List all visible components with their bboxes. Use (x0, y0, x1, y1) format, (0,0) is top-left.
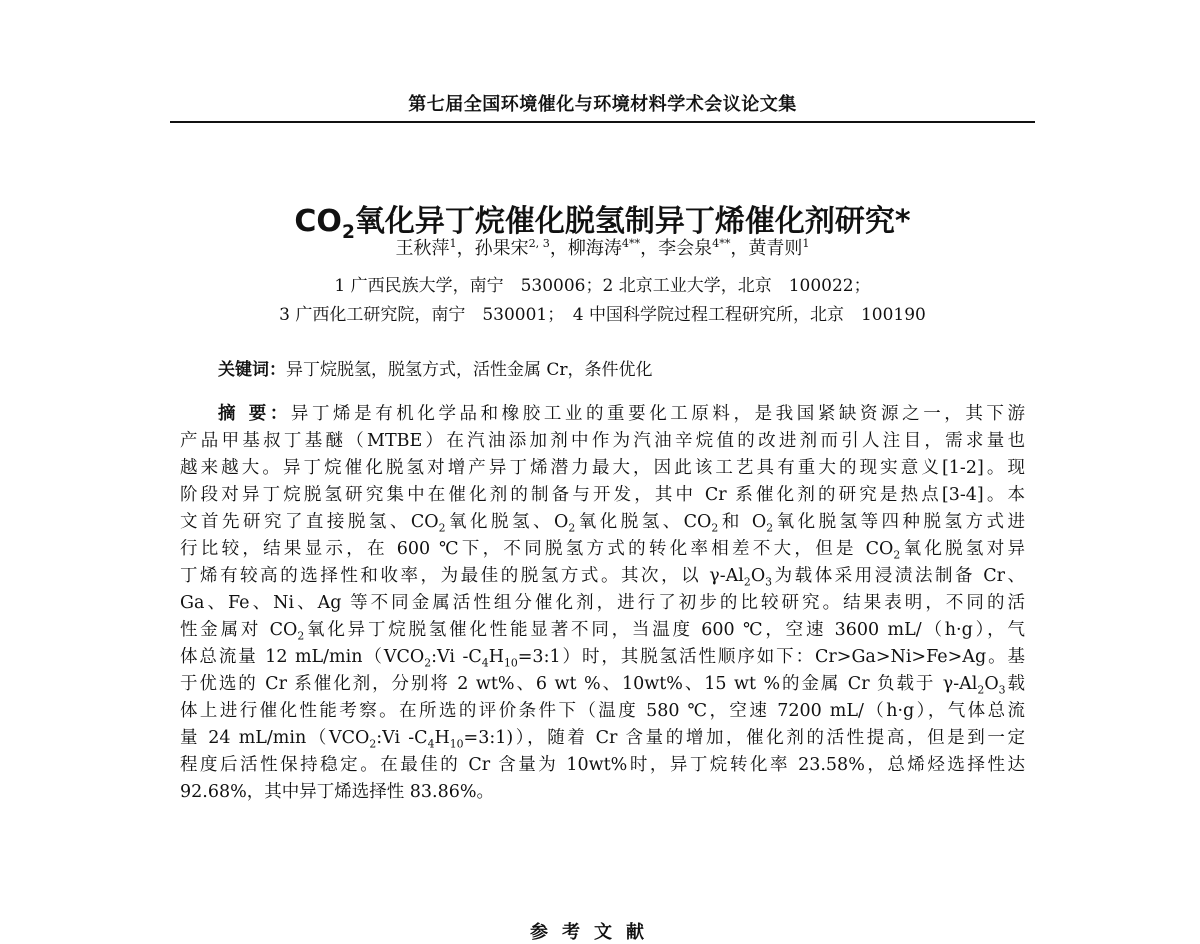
text-run: 为载体采用浸渍法制备 Cr、 (772, 566, 1025, 586)
text-run: =3:1）时，其脱氢活性顺序如下：Cr>Ga>Ni>Fe>Ag。基 (517, 647, 1025, 667)
keywords (218, 355, 653, 380)
text-run: 氧化异丁烷催化脱氢制异丁烯催化剂研究* (354, 204, 911, 239)
text-run: :Vi -C (431, 647, 482, 667)
subscript: 2 (297, 629, 305, 643)
abstract-line (180, 536, 1025, 563)
text-run: 和 O (718, 512, 767, 532)
text-run: CO (294, 204, 342, 239)
subscript: 2 (977, 683, 985, 697)
abstract-line (180, 752, 1025, 779)
superscript: 1 (449, 237, 457, 250)
affiliation-line-1: 1 广西民族大学，南宁 530006；2 北京工业大学，北京 100022； (334, 276, 871, 296)
text-run: :Vi -C (376, 728, 428, 748)
abstract-line (180, 428, 1025, 455)
running-head: 第七届全国环境催化与环境材料学术会议论文集 (408, 94, 797, 115)
subscript: 2 (341, 222, 355, 243)
abstract-line (180, 563, 1025, 590)
text-run: 载 (1005, 674, 1025, 694)
header-rule (170, 121, 1035, 123)
text-run: 越来越大。异丁烷催化脱氢对增产异丁烯潜力最大，因此该工艺具有重大的现实意义[1-2]。现 (180, 458, 1025, 478)
text-run: 氧化脱氢、CO (575, 512, 712, 532)
text-run: 文首先研究了直接脱氢、CO (180, 512, 439, 532)
text-run: ，黄青则 (730, 238, 803, 259)
abstract-label: 摘 要： (218, 404, 291, 424)
abstract-line (180, 509, 1025, 536)
subscript: 2 (568, 521, 576, 535)
abstract-line (180, 590, 1025, 617)
subscript: 2 (369, 737, 377, 751)
abstract-line (180, 455, 1025, 482)
text-run: 体总流量 12 mL/min（VCO (180, 647, 425, 667)
text-run: 氧化异丁烷脱氢催化性能显著不同，当温度 600 ℃，空速 3600 mL/（h·g），气 (304, 620, 1025, 640)
subscript: 2 (711, 521, 719, 535)
abstract-line (180, 698, 1025, 725)
text-run: Ga、Fe、Ni、Ag 等不同金属活性组分催化剂，进行了初步的比较研究。结果表明，不同的活 (180, 593, 1025, 613)
text-run: 氧化脱氢等四种脱氢方式进 (773, 512, 1025, 532)
text-run: ，柳海涛 (549, 238, 622, 259)
text-run: H (488, 647, 504, 667)
references-heading: 参考文献 (530, 922, 658, 943)
text-run: 体上进行催化性能考察。在所选的评价条件下（温度 580 ℃，空速 7200 mL/（h·g），气体总流 (180, 701, 1025, 721)
text-run: 丁烯有较高的选择性和收率，为最佳的脱氢方式。其次，以 γ-Al (180, 566, 744, 586)
subscript: 2 (424, 656, 432, 670)
abstract-line (180, 725, 1025, 752)
text-run: 性金属对 CO (180, 620, 298, 640)
text-run: 产品甲基叔丁基醚（MTBE）在汽油添加剂中作为汽油辛烷值的改进剂而引人注目，需求量也 (180, 431, 1025, 451)
text-run: ，李会泉 (640, 238, 713, 259)
subscript: 10 (449, 737, 464, 751)
subscript: 2 (893, 548, 901, 562)
subscript: 4 (427, 737, 435, 751)
text-run: O (984, 674, 999, 694)
text-run: 量 24 mL/min（VCO (180, 728, 370, 748)
text-run: 行比较，结果显示，在 600 ℃下，不同脱氢方式的转化率相差不大，但是 CO (180, 539, 894, 559)
abstract (180, 401, 1025, 806)
text-run: 阶段对异丁烷脱氢研究集中在催化剂的制备与开发，其中 Cr 系催化剂的研究是热点[3-4]。本 (180, 485, 1025, 505)
subscript: 3 (998, 683, 1006, 697)
text-run: 氧化脱氢对异 (900, 539, 1025, 559)
subscript: 3 (765, 575, 773, 589)
text-run: ，孙果宋 (456, 238, 529, 259)
text-run: 于优选的 Cr 系催化剂，分别将 2 wt%、6 wt %、10wt%、15 wt %的金属 Cr 负载于 γ-Al (180, 674, 978, 694)
text-run: O (750, 566, 766, 586)
author-list (170, 234, 1035, 260)
abstract-line (180, 779, 1025, 806)
subscript: 2 (766, 521, 774, 535)
superscript: 2, 3 (528, 237, 550, 250)
text-run: H (434, 728, 450, 748)
superscript: 1 (802, 237, 810, 250)
keywords-label: 关键词： (218, 360, 286, 380)
abstract-line (180, 401, 1025, 428)
superscript: 4** (621, 237, 641, 250)
abstract-line (180, 482, 1025, 509)
abstract-line (180, 644, 1025, 671)
affiliation-line-2: 3 广西化工研究院，南宁 530001； 4 中国科学院过程工程研究所，北京 100190 (279, 305, 926, 325)
keywords-text: 异丁烷脱氢，脱氢方式，活性金属 Cr，条件优化 (286, 360, 653, 380)
text-run: 程度后活性保持稳定。在最佳的 Cr 含量为 10wt%时，异丁烷转化率 23.58%，总烯烃选择性达 (180, 755, 1025, 775)
abstract-line (180, 671, 1025, 698)
subscript: 10 (503, 656, 518, 670)
text-run: 异丁烯是有机化学品和橡胶工业的重要化工原料，是我国紧缺资源之一，其下游 (290, 404, 1025, 424)
subscript: 2 (438, 521, 446, 535)
text-run: 氧化脱氢、O (445, 512, 569, 532)
text-run: 92.68%，其中异丁烯选择性 83.86%。 (180, 782, 495, 802)
text-run: 王秋萍 (395, 238, 450, 259)
subscript: 4 (481, 656, 489, 670)
abstract-line (180, 617, 1025, 644)
text-run: =3:1)），随着 Cr 含量的增加，催化剂的活性提高，但是到一定 (463, 728, 1025, 748)
subscript: 2 (743, 575, 751, 589)
superscript: 4** (712, 237, 731, 250)
